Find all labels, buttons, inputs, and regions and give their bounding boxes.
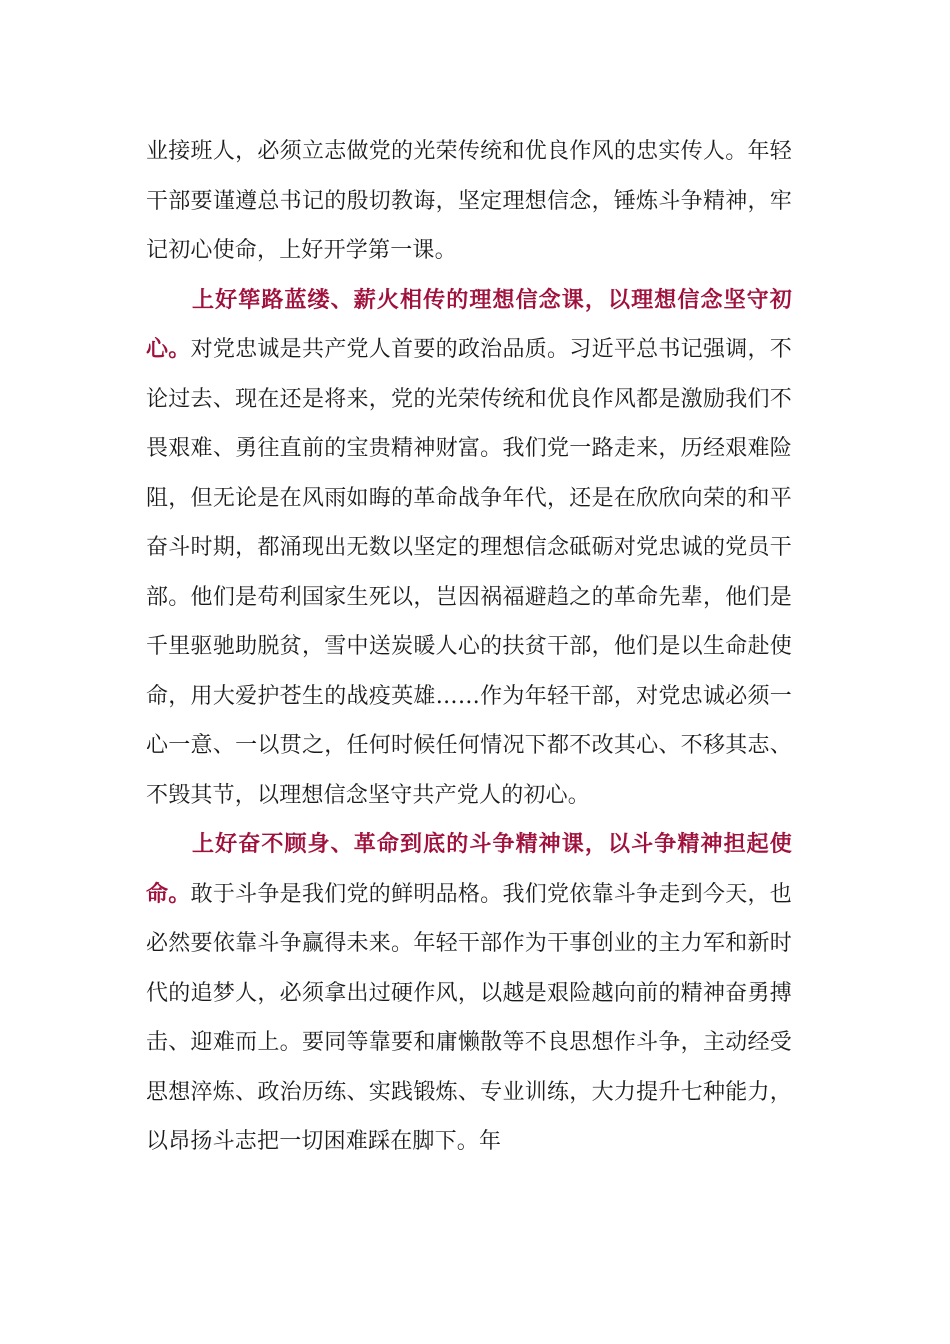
paragraph-struggle-spirit bbox=[146, 820, 792, 1167]
paragraph-body: 敢于斗争是我们党的鲜明品格。我们党依靠斗争走到今天，也必然要依靠斗争赢得未来。年轻干部作为干事创业的主力军和新时代的追梦人，必须拿出过硬作风，以越是艰险越向前的精神奋勇搏击、迎难而上。要同等靠要和庸懒散等不良思想作斗争，主动经受思想淬炼、政治历练、实践锻炼、专业训练，大力提升七种能力，以昂扬斗志把一切困难踩在脚下。年 bbox=[146, 881, 792, 1154]
paragraph-continuation bbox=[146, 127, 792, 276]
paragraph-lead-heading: 上好筚路蓝缕、薪火相传的理想信念课，以理想信念坚守初心。 bbox=[146, 286, 792, 362]
paragraph-lead-heading: 上好奋不顾身、革命到底的斗争精神课，以斗争精神担起使命。 bbox=[146, 831, 792, 907]
paragraph-body: 业接班人，必须立志做党的光荣传统和优良作风的忠实传人。年轻干部要谨遵总书记的殷切教诲，坚定理想信念，锤炼斗争精神，牢记初心使命，上好开学第一课。 bbox=[146, 139, 792, 263]
document-body bbox=[146, 127, 792, 1167]
paragraph-body: 对党忠诚是共产党人首要的政治品质。习近平总书记强调，不论过去、现在还是将来，党的光荣传统和优良作风都是激励我们不畏艰难、勇往直前的宝贵精神财富。我们党一路走来，历经艰难险阻，但无论是在风雨如晦的革命战争年代，还是在欣欣向荣的和平奋斗时期，都涌现出无数以坚定的理想信念砥砺对党忠诚的党员干部。他们是苟利国家生死以，岂因祸福避趋之的革命先辈，他们是千里驱驰助脱贫，雪中送炭暖人心的扶贫干部，他们是以生命赴使命，用大爱护苍生的战疫英雄……作为年轻干部，对党忠诚必须一心一意、一以贯之，任何时候任何情况下都不改其心、不移其志、不毁其节，以理想信念坚守共产党人的初心。 bbox=[146, 337, 792, 808]
paragraph-ideals-faith bbox=[146, 276, 792, 821]
